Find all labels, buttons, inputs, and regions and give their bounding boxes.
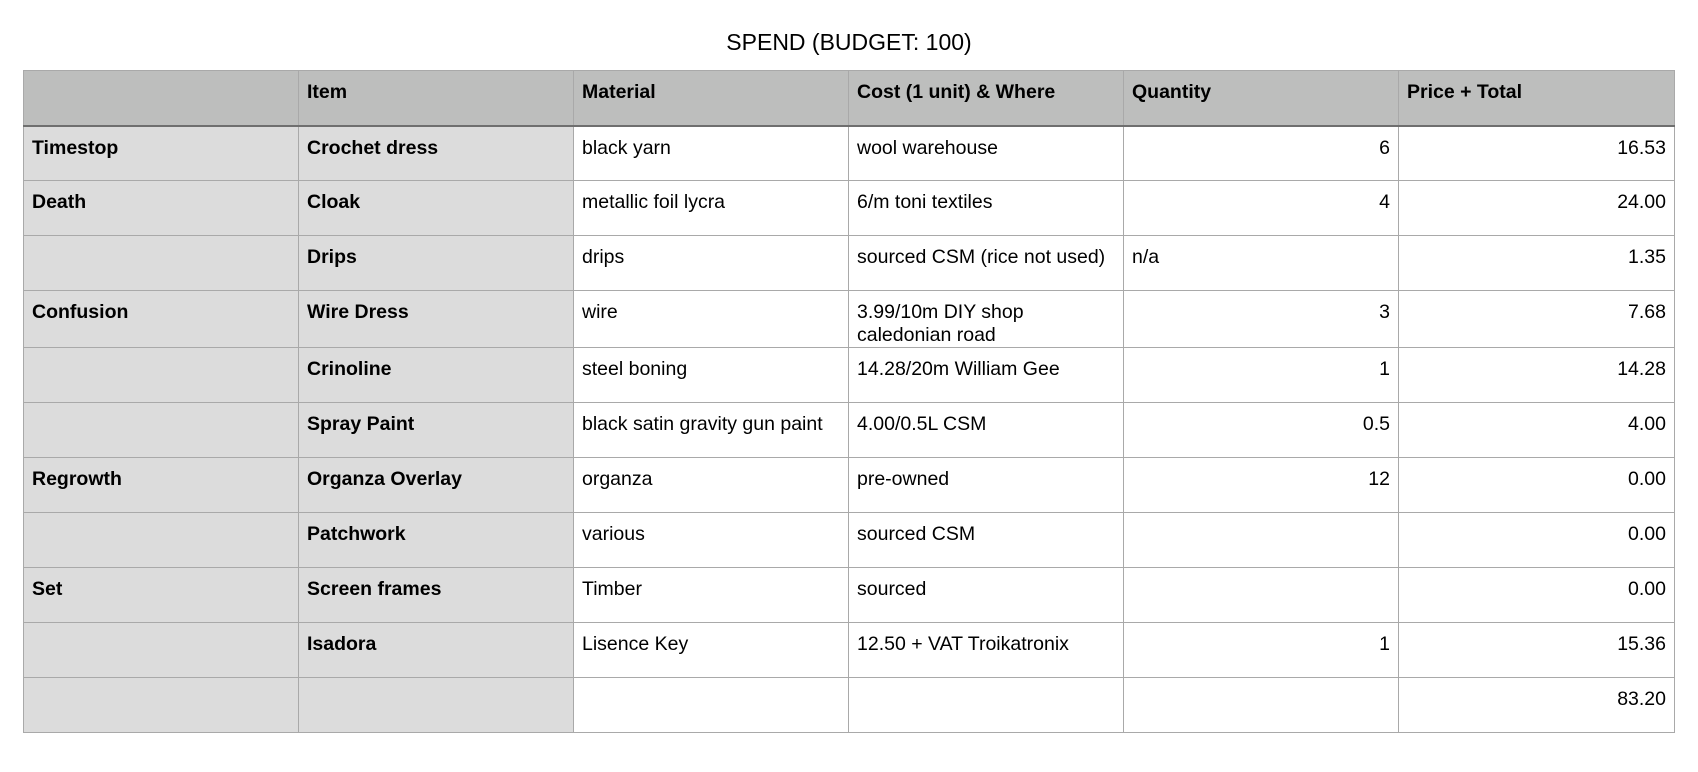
group-cell[interactable] (24, 403, 299, 458)
cost-where-cell[interactable] (849, 678, 1124, 733)
item-cell[interactable]: Organza Overlay (299, 458, 574, 513)
cost-where-cell[interactable]: wool warehouse (849, 126, 1124, 181)
cost-where-cell[interactable]: 3.99/10m DIY shop caledonian road (849, 291, 1124, 348)
item-cell[interactable]: Cloak (299, 181, 574, 236)
quantity-cell[interactable] (1124, 513, 1399, 568)
header-cell-cost-where[interactable]: Cost (1 unit) & Where (849, 71, 1124, 126)
quantity-cell[interactable] (1124, 678, 1399, 733)
header-cell-item[interactable]: Item (299, 71, 574, 126)
material-cell[interactable]: Timber (574, 568, 849, 623)
group-cell[interactable] (24, 623, 299, 678)
item-cell[interactable]: Crochet dress (299, 126, 574, 181)
table-row (24, 236, 1675, 291)
material-cell[interactable]: black satin gravity gun paint (574, 403, 849, 458)
header-row (24, 71, 1675, 126)
group-cell[interactable] (24, 348, 299, 403)
table-row (24, 181, 1675, 236)
material-cell[interactable]: steel boning (574, 348, 849, 403)
price-cell[interactable]: 1.35 (1399, 236, 1675, 291)
material-cell[interactable]: Lisence Key (574, 623, 849, 678)
spend-table (23, 70, 1675, 733)
group-cell[interactable] (24, 513, 299, 568)
material-cell[interactable]: black yarn (574, 126, 849, 181)
quantity-cell[interactable]: 4 (1124, 181, 1399, 236)
group-cell[interactable] (24, 236, 299, 291)
table-row (24, 568, 1675, 623)
item-cell[interactable]: Screen frames (299, 568, 574, 623)
item-cell[interactable] (299, 678, 574, 733)
item-cell[interactable]: Spray Paint (299, 403, 574, 458)
total-price-cell[interactable]: 83.20 (1399, 678, 1675, 733)
item-cell[interactable]: Isadora (299, 623, 574, 678)
price-cell[interactable]: 15.36 (1399, 623, 1675, 678)
material-cell[interactable]: drips (574, 236, 849, 291)
item-cell[interactable]: Crinoline (299, 348, 574, 403)
header-cell-material[interactable]: Material (574, 71, 849, 126)
price-cell[interactable]: 4.00 (1399, 403, 1675, 458)
table-row (24, 126, 1675, 181)
price-cell[interactable]: 7.68 (1399, 291, 1675, 348)
cost-where-cell[interactable]: sourced (849, 568, 1124, 623)
quantity-cell[interactable]: 12 (1124, 458, 1399, 513)
table-row (24, 458, 1675, 513)
quantity-cell[interactable]: 1 (1124, 348, 1399, 403)
item-cell[interactable]: Patchwork (299, 513, 574, 568)
total-row (24, 678, 1675, 733)
price-cell[interactable]: 0.00 (1399, 458, 1675, 513)
sheet-title: SPEND (BUDGET: 100) (726, 29, 972, 55)
cost-where-cell[interactable]: pre-owned (849, 458, 1124, 513)
table-row (24, 513, 1675, 568)
quantity-cell[interactable] (1124, 568, 1399, 623)
cost-where-cell[interactable]: 6/m toni textiles (849, 181, 1124, 236)
cost-where-cell[interactable]: 4.00/0.5L CSM (849, 403, 1124, 458)
cost-where-cell[interactable]: 12.50 + VAT Troikatronix (849, 623, 1124, 678)
quantity-cell[interactable]: 1 (1124, 623, 1399, 678)
material-cell[interactable]: metallic foil lycra (574, 181, 849, 236)
quantity-cell[interactable]: 6 (1124, 126, 1399, 181)
material-cell[interactable]: various (574, 513, 849, 568)
header-cell-group[interactable] (24, 71, 299, 126)
group-cell[interactable]: Death (24, 181, 299, 236)
quantity-cell[interactable]: n/a (1124, 236, 1399, 291)
price-cell[interactable]: 0.00 (1399, 513, 1675, 568)
table-row (24, 291, 1675, 348)
material-cell[interactable] (574, 678, 849, 733)
material-cell[interactable]: wire (574, 291, 849, 348)
price-cell[interactable]: 16.53 (1399, 126, 1675, 181)
cost-where-cell[interactable]: sourced CSM (849, 513, 1124, 568)
cost-where-cell[interactable]: 14.28/20m William Gee (849, 348, 1124, 403)
header-cell-quantity[interactable]: Quantity (1124, 71, 1399, 126)
cost-where-cell[interactable]: sourced CSM (rice not used) (849, 236, 1124, 291)
table-row (24, 348, 1675, 403)
header-cell-price-total[interactable]: Price + Total (1399, 71, 1675, 126)
price-cell[interactable]: 24.00 (1399, 181, 1675, 236)
item-cell[interactable]: Wire Dress (299, 291, 574, 348)
material-cell[interactable]: organza (574, 458, 849, 513)
quantity-cell[interactable]: 0.5 (1124, 403, 1399, 458)
price-cell[interactable]: 14.28 (1399, 348, 1675, 403)
price-cell[interactable]: 0.00 (1399, 568, 1675, 623)
quantity-cell[interactable]: 3 (1124, 291, 1399, 348)
table-row (24, 403, 1675, 458)
item-cell[interactable]: Drips (299, 236, 574, 291)
group-cell[interactable]: Regrowth (24, 458, 299, 513)
group-cell[interactable]: Set (24, 568, 299, 623)
group-cell[interactable]: Confusion (24, 291, 299, 348)
group-cell[interactable] (24, 678, 299, 733)
group-cell[interactable]: Timestop (24, 126, 299, 181)
table-row (24, 623, 1675, 678)
